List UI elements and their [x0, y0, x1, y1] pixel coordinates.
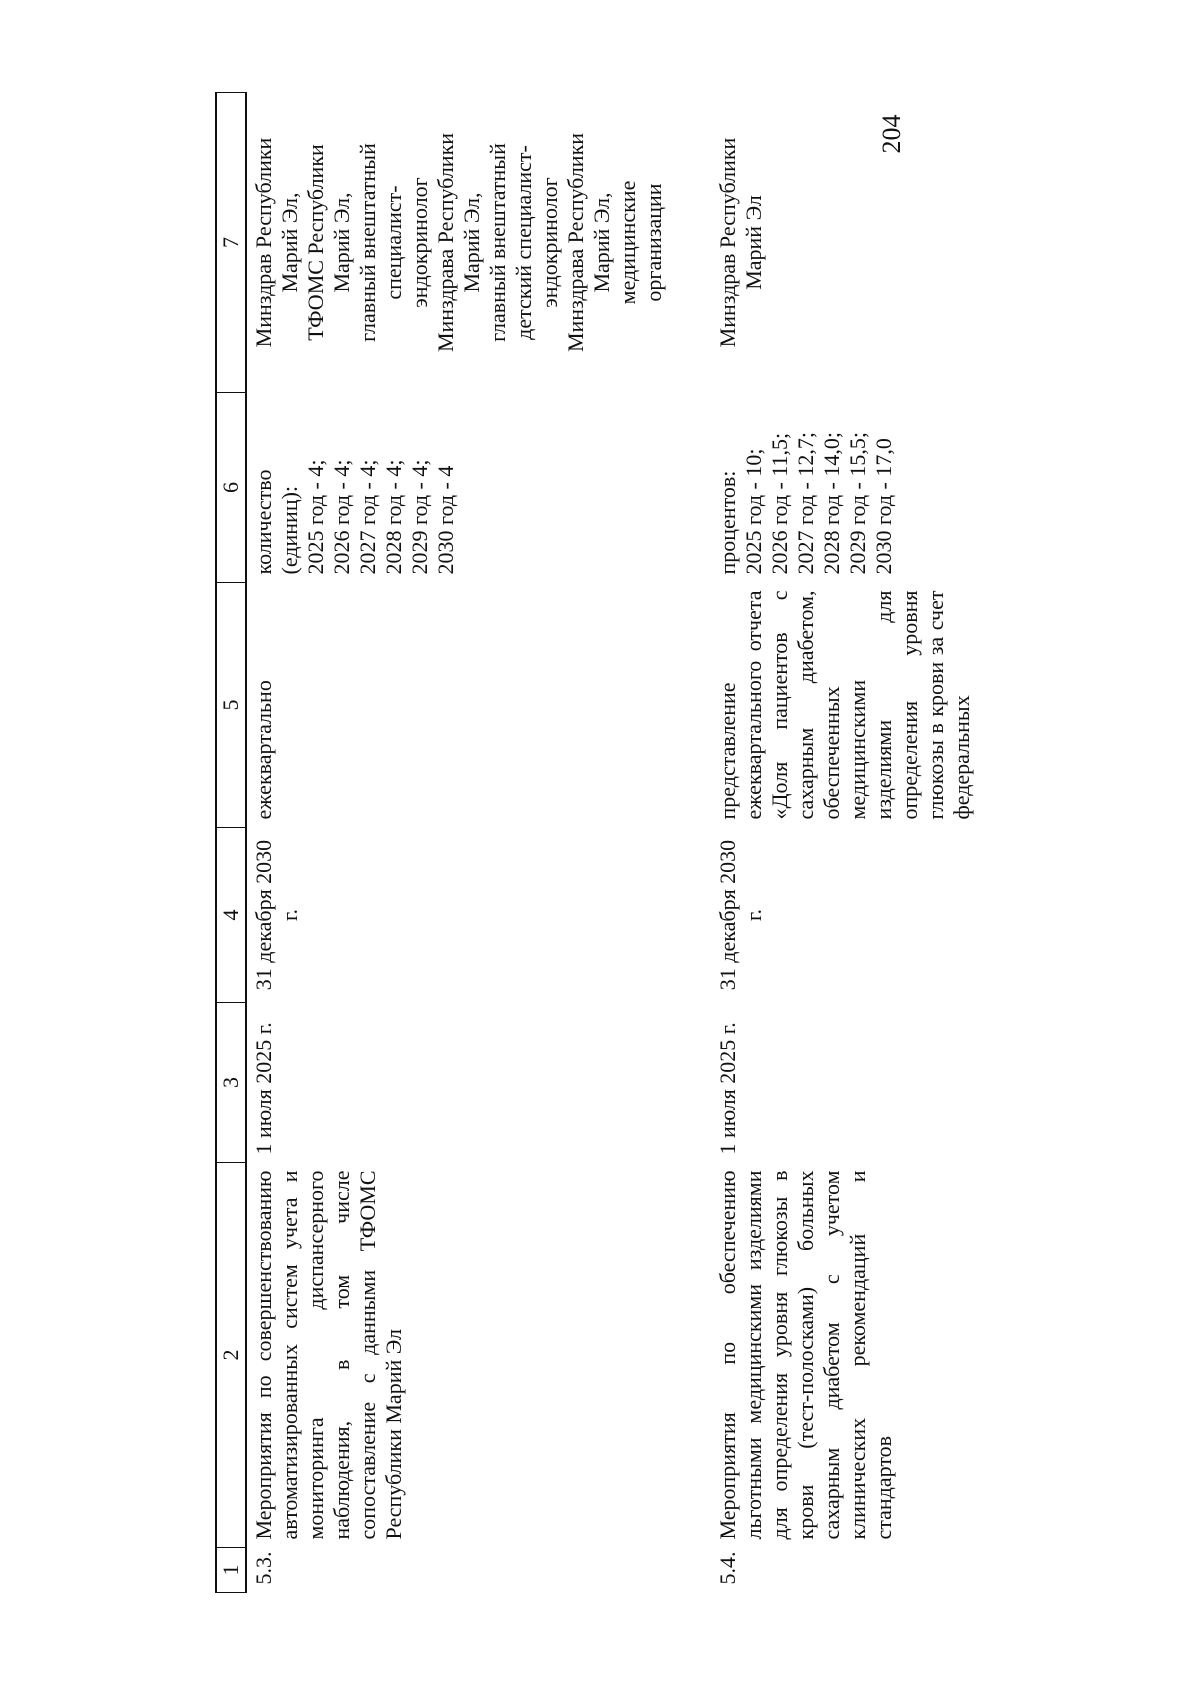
indicator-line: (единиц):	[277, 485, 302, 575]
column-number: 7	[216, 93, 246, 393]
start-date: 1 июля 2025 г.	[715, 1022, 740, 1155]
responsible-line: Марий Эл	[741, 195, 766, 290]
responsible-line: Минздрав Республики	[715, 137, 740, 348]
indicator-line: 2027 год - 4;	[355, 459, 380, 575]
indicator-line: 2030 год - 4	[433, 465, 458, 575]
responsible-parties	[711, 93, 975, 393]
indicator-line: 2026 год - 4;	[329, 459, 354, 575]
column-number: 3	[216, 1003, 246, 1163]
column-number: 5	[216, 583, 246, 828]
indicator-line: 2026 год - 11,5;	[767, 432, 792, 575]
row-spacer	[667, 93, 711, 1593]
indicator-line: 2025 год - 10;	[741, 448, 766, 575]
responsible-line: медицинские	[615, 180, 640, 305]
activity-description: Мероприятия по совершенствованию автоматизированных систем учета и мониторинга диспансерного наблюдения, в том числе сопоставление с данными ТФОМС Республики Марий Эл	[251, 1170, 406, 1540]
indicator-line: процентов:	[715, 470, 740, 575]
responsible-line: Марий Эл,	[277, 192, 302, 293]
indicator-values	[711, 393, 975, 583]
responsible-line: специалист-	[381, 185, 406, 300]
row-number: 5.4.	[715, 1551, 740, 1585]
indicator-line: 2029 год - 15,5;	[845, 432, 870, 575]
responsible-line: Марий Эл,	[459, 192, 484, 293]
indicator-line: 2025 год - 4;	[303, 459, 328, 575]
responsible-line: эндокринолог	[407, 177, 432, 308]
responsible-line: главный внештатный	[485, 143, 510, 342]
responsible-parties	[246, 93, 667, 393]
indicator-line: 2028 год - 4;	[381, 459, 406, 575]
end-date: 31 декабря 2030 г.	[251, 839, 302, 991]
responsible-line: организации	[641, 183, 666, 302]
row-number: 5.3.	[251, 1551, 276, 1585]
end-date: 31 декабря 2030 г.	[715, 839, 766, 991]
column-number: 6	[216, 393, 246, 583]
table-row	[711, 93, 975, 1593]
table-row	[246, 93, 667, 1593]
responsible-line: Минздрав Республики	[251, 137, 276, 348]
responsible-line: Минздрава Республики	[433, 132, 458, 353]
indicator-line: количество	[251, 469, 276, 575]
activity-description: Мероприятия по обеспечению льготными медицинскими изделиями для определения уровня глюкозы в крови (тест-полосками) больных сахарным диабетом с учетом клинических рекомендаций и стандартов	[715, 1170, 896, 1540]
indicator-line: 2029 год - 4;	[407, 459, 432, 575]
column-number-row	[216, 93, 246, 1593]
column-number: 2	[216, 1163, 246, 1548]
column-number: 4	[216, 828, 246, 1003]
column-number: 1	[216, 1548, 246, 1593]
activities-table	[215, 92, 975, 1593]
result-description: ежеквартально	[251, 680, 276, 820]
responsible-line: ТФОМС Республики	[303, 144, 328, 341]
responsible-line: Минздрава Республики	[563, 132, 588, 353]
indicator-line: 2030 год - 17,0	[871, 438, 896, 575]
page-number: 204	[877, 114, 906, 154]
indicator-line: 2027 год - 12,7;	[793, 432, 818, 575]
responsible-line: эндокринолог	[537, 177, 562, 308]
rotated-table-sheet	[215, 93, 1065, 1593]
responsible-line: Марий Эл,	[329, 192, 354, 293]
start-date: 1 июля 2025 г.	[251, 1022, 276, 1155]
responsible-line: детский специалист-	[511, 145, 536, 340]
indicator-values	[246, 393, 667, 583]
responsible-line: главный внештатный	[355, 143, 380, 342]
responsible-line: Марий Эл,	[589, 192, 614, 293]
indicator-line: 2028 год - 14,0;	[819, 432, 844, 575]
result-description: представление ежеквартального отчета «Доля пациентов с сахарным диабетом, обеспеченных медицинскими изделиями для определения уровня глюкозы в крови за счет федеральных	[715, 590, 974, 820]
